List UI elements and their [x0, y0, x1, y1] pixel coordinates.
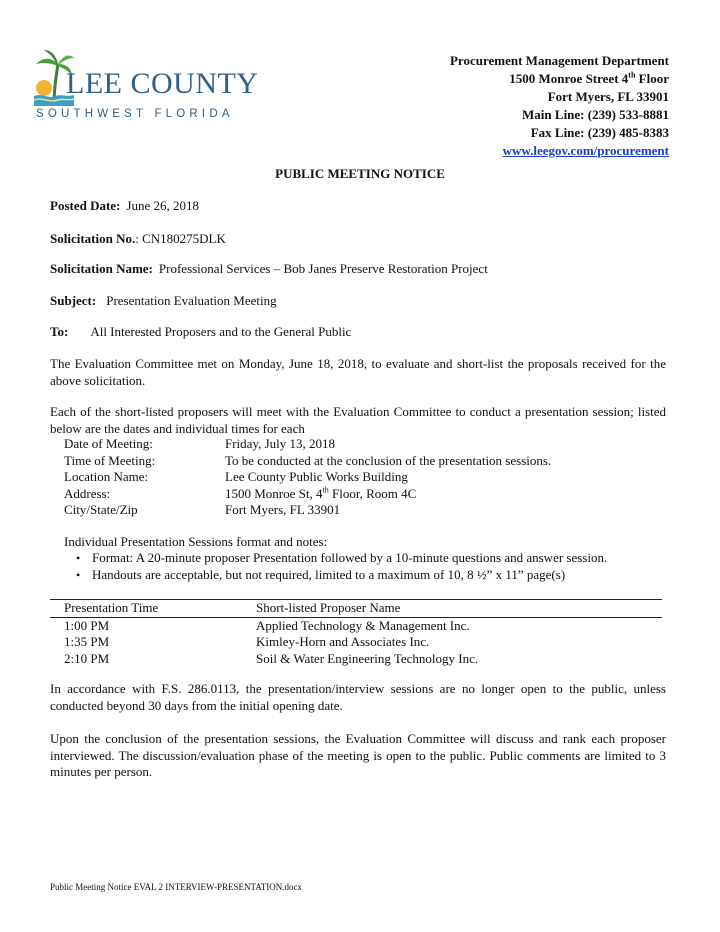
subject: Subject: Presentation Evaluation Meeting: [50, 293, 277, 308]
table-row: 1:35 PM Kimley-Horn and Associates Inc.: [64, 634, 430, 649]
paragraph-ranking: Upon the conclusion of the presentation sessions, the Evaluation Committee will discuss and rank each proposer interviewed. The discussion/evaluation phase of the meeting is open to the public. Public comments are limited to 3 minutes per person.: [50, 731, 666, 779]
table-row: 1:00 PM Applied Technology & Management Inc.: [64, 617, 470, 633]
footer-filename: Public Meeting Notice EVAL 2 INTERVIEW-PRESENTATION.docx: [50, 882, 303, 892]
logo-tagline: SOUTHWEST FLORIDA: [36, 108, 234, 120]
lee-county-logo: [34, 50, 259, 130]
paragraph-public-access: In accordance with F.S. 286.0113, the presentation/interview sessions are no longer open to the public, unless conducted beyond 30 days from the initial opening date.: [50, 681, 666, 713]
page-title: PUBLIC MEETING NOTICE: [275, 166, 445, 181]
list-item: • Format: A 20-minute proposer Presentation followed by a 10-minute questions and answer session.: [64, 550, 630, 567]
paragraph-evaluation: The Evaluation Committee met on Monday, June 18, 2018, to evaluate and short-list the proposals received for the above solicitation.: [50, 356, 666, 388]
sessions-intro: Individual Presentation Sessions format and notes:: [64, 534, 328, 549]
fax-number: Fax Line: (239) 485-8383: [530, 125, 669, 140]
presentation-schedule-table: [50, 599, 662, 667]
solicitation-number: Solicitation No.: CN180275DLK: [50, 231, 226, 246]
posted-date: Posted Date: June 26, 2018: [50, 198, 199, 213]
city-state-zip: Fort Myers, FL 33901: [547, 89, 669, 104]
main-phone: Main Line: (239) 533-8881: [522, 107, 669, 122]
department-name: Procurement Management Department: [449, 53, 669, 68]
table-header-row: Presentation Time Short-listed Proposer Name: [64, 600, 401, 615]
list-item: • Handouts are acceptable, but not required, limited to a maximum of 10, 8 ½” x 11” page(s): [64, 567, 630, 584]
street-address: 1500 Monroe Street 4th Floor: [509, 70, 669, 86]
website-link[interactable]: www.leegov.com/procurement: [502, 143, 669, 158]
recipients: To: All Interested Proposers and to the General Public: [50, 324, 352, 339]
solicitation-name: Solicitation Name: Professional Services – Bob Janes Preserve Restoration Project: [50, 261, 488, 276]
session-notes: [64, 550, 630, 583]
department-address-block: [450, 52, 669, 160]
table-row: 2:10 PM Soil & Water Engineering Technology Inc.: [64, 650, 479, 666]
logo-name: LEE COUNTY: [66, 67, 259, 100]
paragraph-presentation-intro: Each of the short-listed proposers will meet with the Evaluation Committee to conduct a presentation session; listed below are the dates and individual times for each: [50, 404, 666, 436]
